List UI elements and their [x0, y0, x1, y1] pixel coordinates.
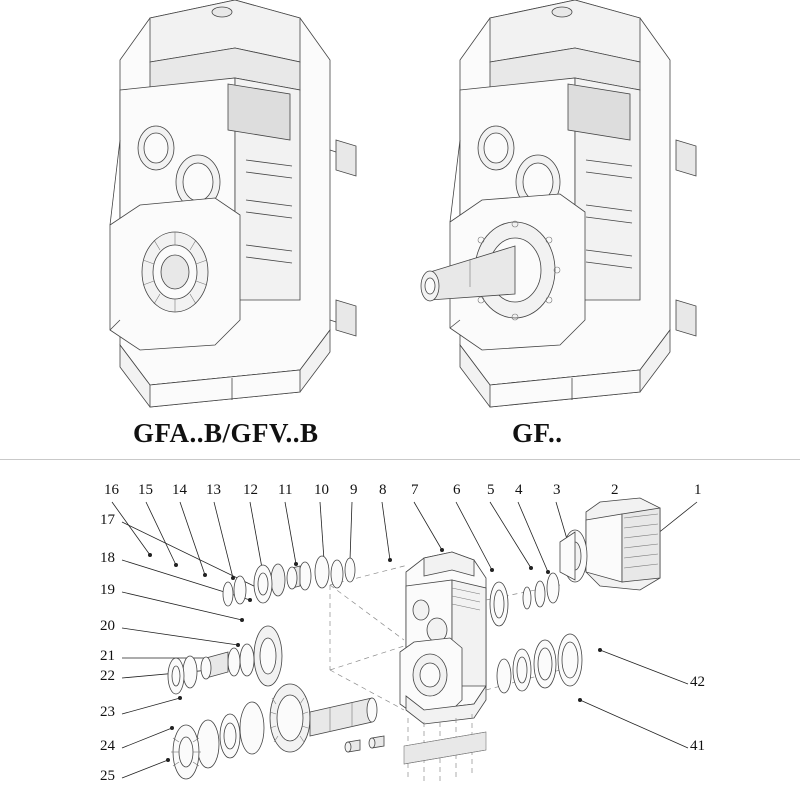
callout-12: 12: [243, 482, 258, 498]
callout-9: 9: [350, 482, 358, 498]
caption-gfa-gfv: GFA..B/GFV..B: [133, 418, 319, 448]
callout-8: 8: [379, 482, 387, 498]
callout-4: 4: [515, 482, 523, 498]
callout-23: 23: [100, 704, 115, 720]
callout-19: 19: [100, 582, 115, 598]
callout-2: 2: [611, 482, 619, 498]
callout-10: 10: [314, 482, 329, 498]
callout-6: 6: [453, 482, 461, 498]
callout-22: 22: [100, 668, 115, 684]
callout-11: 11: [278, 482, 293, 498]
callout-21: 21: [100, 648, 115, 664]
callout-15: 15: [138, 482, 153, 498]
callout-42: 42: [690, 674, 705, 690]
callout-16: 16: [104, 482, 119, 498]
exploded-parts-diagram: [0, 460, 800, 800]
caption-gf: GF..: [512, 418, 563, 448]
callout-41: 41: [690, 738, 705, 754]
exploded-diagram-drawing: [0, 460, 800, 800]
callout-17: 17: [100, 512, 115, 528]
callout-14: 14: [172, 482, 187, 498]
gearbox-left-view: [0, 0, 400, 410]
callout-1: 1: [694, 482, 702, 498]
callout-5: 5: [487, 482, 495, 498]
callout-13: 13: [206, 482, 221, 498]
callout-24: 24: [100, 738, 115, 754]
gearbox-right-view: [400, 0, 800, 410]
callout-3: 3: [553, 482, 561, 498]
callout-25: 25: [100, 768, 115, 784]
callout-20: 20: [100, 618, 115, 634]
callout-7: 7: [411, 482, 419, 498]
callout-18: 18: [100, 550, 115, 566]
